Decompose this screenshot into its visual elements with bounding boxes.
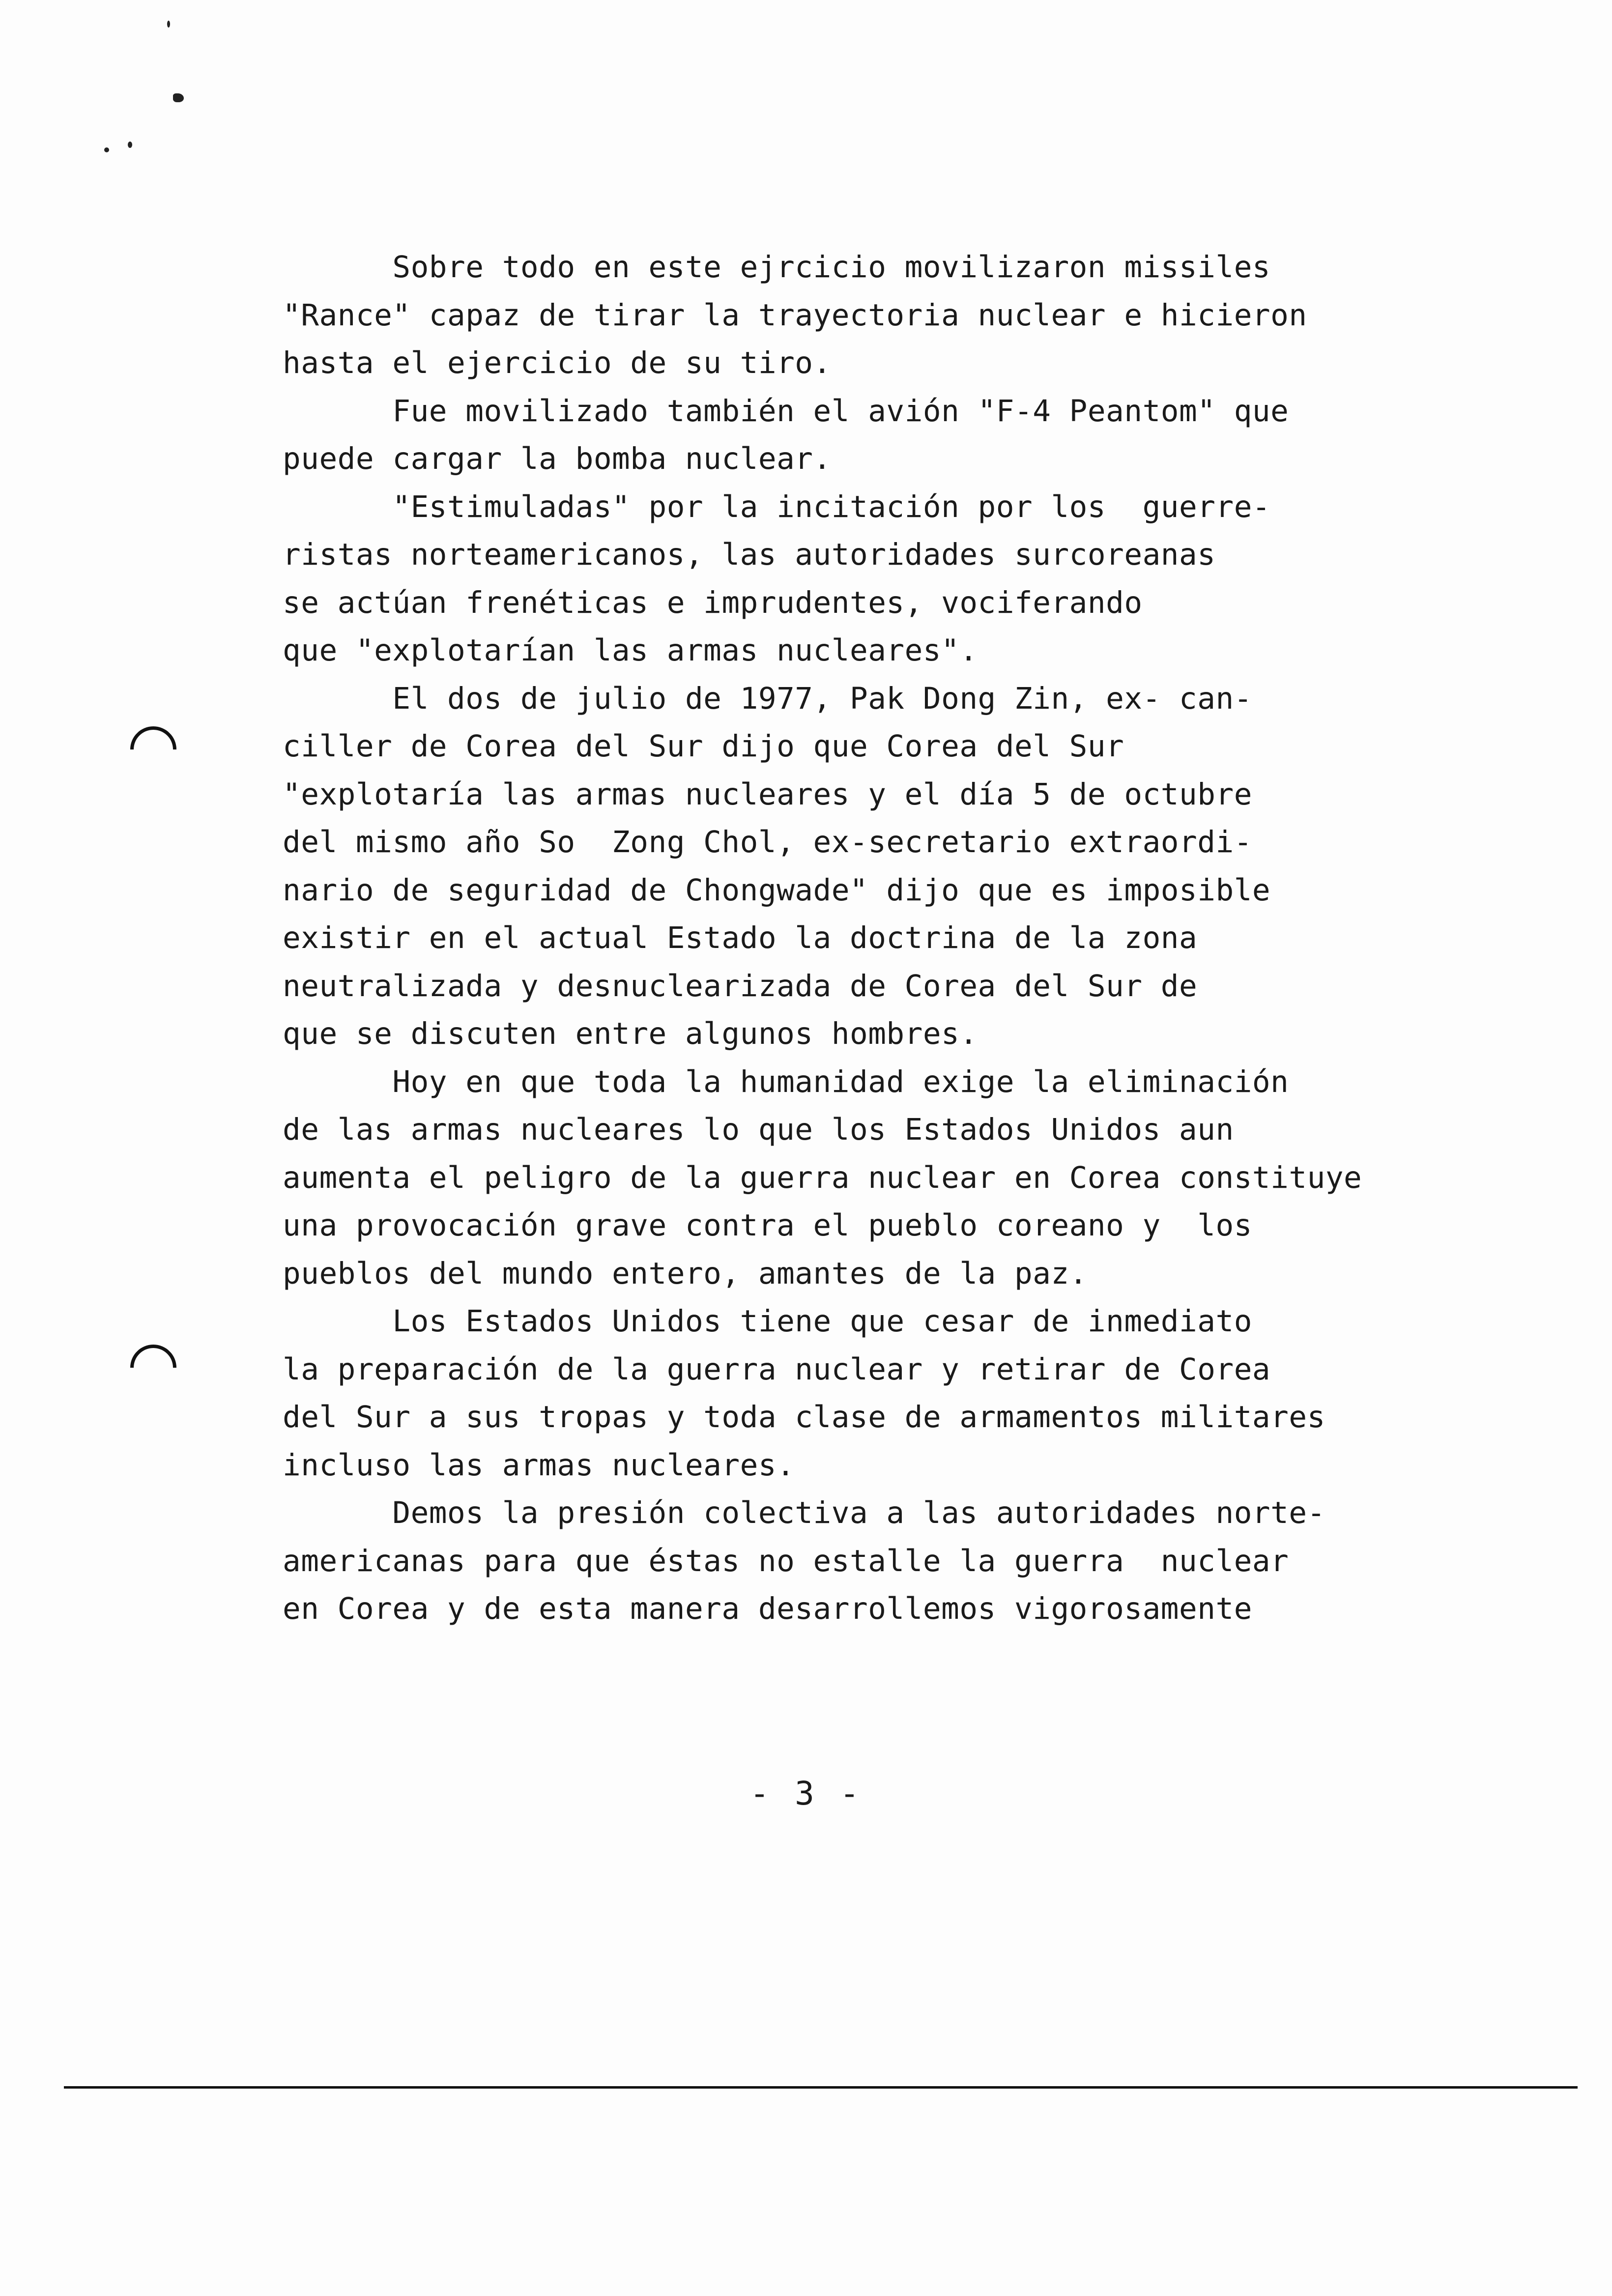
text-line: "Estimuladas" por la incitación por los guerre-: [283, 489, 1271, 524]
text-line: nario de seguridad de Chongwade" dijo que es imposible: [283, 872, 1271, 908]
text-line: Fue movilizado también el avión "F-4 Peantom" que: [283, 393, 1289, 429]
punch-hole-mark: [121, 717, 186, 782]
text-line: se actúan frenéticas e imprudentes, vociferando: [283, 585, 1143, 620]
text-line: Los Estados Unidos tiene que cesar de inmediato: [283, 1304, 1252, 1339]
scan-speck: [104, 147, 109, 152]
scan-speck: [167, 21, 170, 28]
text-line: puede cargar la bomba nuclear.: [283, 441, 832, 476]
text-line: El dos de julio de 1977, Pak Dong Zin, ex- can-: [283, 681, 1252, 716]
text-line: "Rance" capaz de tirar la trayectoria nuclear e hicieron: [283, 297, 1307, 333]
text-line: aumenta el peligro de la guerra nuclear en Corea constituye: [283, 1160, 1362, 1195]
text-line: neutralizada y desnuclearizada de Corea del Sur de: [283, 968, 1198, 1004]
text-line: la preparación de la guerra nuclear y retirar de Corea: [283, 1351, 1271, 1387]
document-body: [283, 243, 1492, 1633]
text-line: Demos la presión colectiva a las autoridades norte-: [283, 1495, 1325, 1530]
text-line: pueblos del mundo entero, amantes de la paz.: [283, 1256, 1088, 1291]
scan-speck: [173, 93, 184, 102]
text-line: ciller de Corea del Sur dijo que Corea del Sur: [283, 729, 1124, 764]
text-line: ristas norteamericanos, las autoridades surcoreanas: [283, 537, 1216, 572]
text-line: existir en el actual Estado la doctrina de la zona: [283, 920, 1198, 955]
text-line: que "explotarían las armas nucleares".: [283, 633, 978, 668]
bottom-rule: [64, 2086, 1578, 2089]
text-line: americanas para que éstas no estalle la guerra nuclear: [283, 1543, 1289, 1578]
punch-hole-mark: [121, 1335, 186, 1401]
text-line: "explotaría las armas nucleares y el día 5 de octubre: [283, 776, 1252, 812]
text-line: incluso las armas nucleares.: [283, 1447, 795, 1483]
text-line: de las armas nucleares lo que los Estados Unidos aun: [283, 1112, 1234, 1147]
text-line: del Sur a sus tropas y toda clase de armamentos militares: [283, 1400, 1325, 1435]
page-number: - 3 -: [749, 1775, 863, 1812]
text-line: del mismo año So Zong Chol, ex-secretario extraordi-: [283, 825, 1252, 860]
text-line: Hoy en que toda la humanidad exige la eliminación: [283, 1064, 1289, 1099]
text-line: que se discuten entre algunos hombres.: [283, 1016, 978, 1051]
text-line: hasta el ejercicio de su tiro.: [283, 345, 832, 380]
text-line: una provocación grave contra el pueblo coreano y los: [283, 1208, 1252, 1243]
text-line: Sobre todo en este ejrcicio movilizaron missiles: [283, 250, 1271, 285]
scan-speck: [128, 142, 132, 148]
text-line: en Corea y de esta manera desarrollemos vigorosamente: [283, 1591, 1252, 1626]
